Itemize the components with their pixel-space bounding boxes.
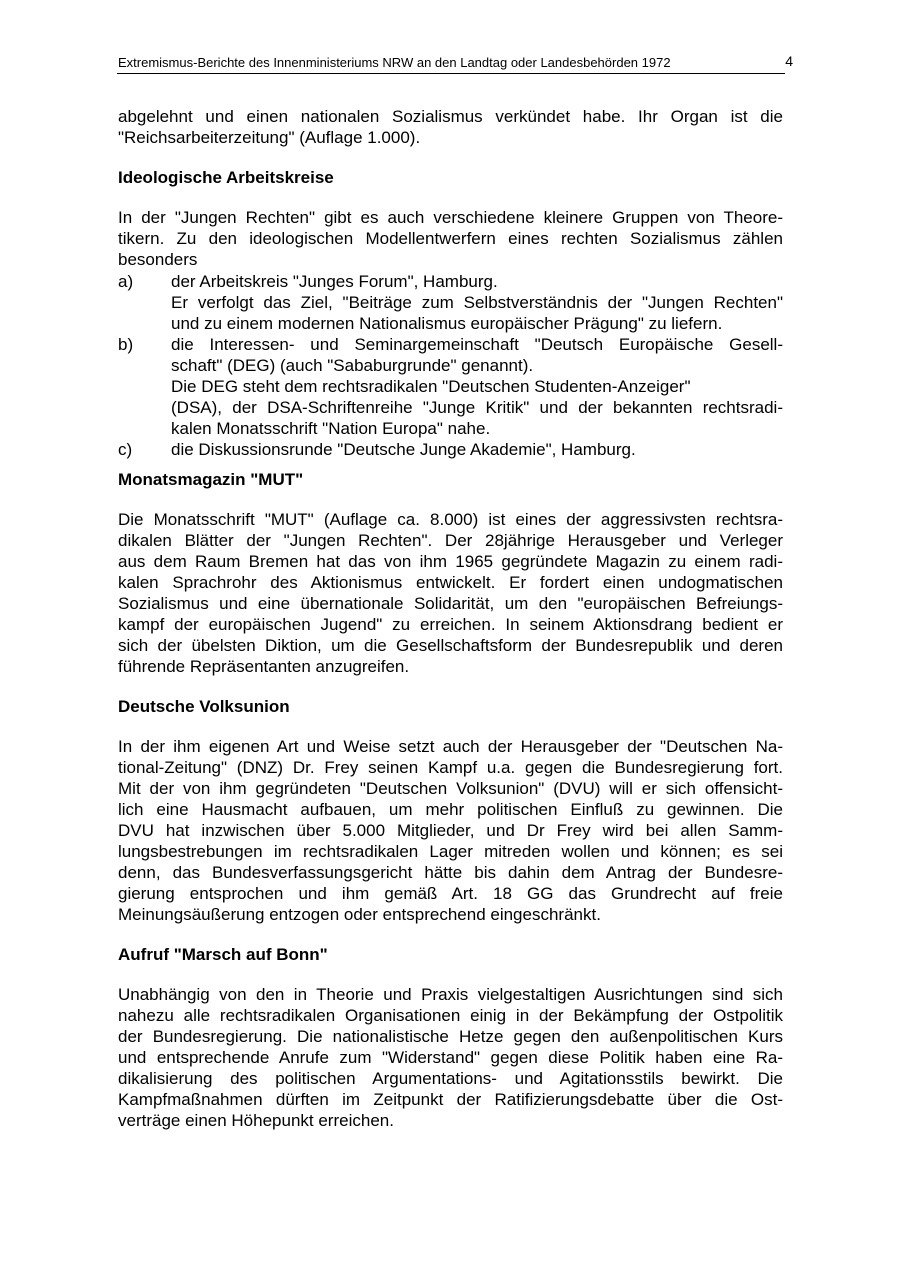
text-line: führende Repräsentanten anzugreifen. <box>118 657 410 676</box>
paragraph-mut <box>118 509 783 677</box>
group-list <box>118 271 783 460</box>
text-line: tikern. Zu den ideologischen Modellentwerfern eines rechten Sozialismus zählen <box>118 229 783 248</box>
text-line: kalen Monatsschrift "Nation Europa" nahe. <box>171 419 491 438</box>
text-line: gierung entsprochen und ihm gemäß Art. 18 GG das Grundrecht auf freie <box>118 884 783 903</box>
text-line: verträge einen Höhepunkt erreichen. <box>118 1111 394 1130</box>
text-line: Die Monatsschrift "MUT" (Auflage ca. 8.000) ist eines der aggressivsten rechtsra- <box>118 510 783 529</box>
paragraph-arbeitskreise <box>118 207 783 270</box>
list-marker: c) <box>118 440 133 459</box>
text-line: tional-Zeitung" (DNZ) Dr. Frey seinen Kampf u.a. gegen die Bundesregierung fort. <box>118 758 783 777</box>
text-line: schaft" (DEG) (auch "Sababurgrunde" genannt). <box>171 356 534 375</box>
text-line: besonders <box>118 250 198 269</box>
text-line: Die DEG steht dem rechtsradikalen "Deutschen Studenten-Anzeiger" <box>171 377 691 396</box>
text-line: Meinungsäußerung entzogen oder entsprechend eingeschränkt. <box>118 905 601 924</box>
text-line: Er verfolgt das Ziel, "Beiträge zum Selbstverständnis der "Jungen Rechten" <box>171 293 783 312</box>
text-line: "Reichsarbeiterzeitung" (Auflage 1.000). <box>118 128 421 147</box>
paragraph-dvu <box>118 736 783 925</box>
text-line: und entsprechende Anrufe zum "Widerstand" gegen diese Politik haben eine Ra- <box>118 1048 783 1067</box>
text-line: Unabhängig von den in Theorie und Praxis vielgestaltigen Ausrichtungen sind sich <box>118 985 783 1004</box>
text-line: der Arbeitskreis "Junges Forum", Hamburg. <box>171 272 498 291</box>
paragraph-marsch <box>118 984 783 1131</box>
text-line: abgelehnt und einen nationalen Sozialismus verkündet habe. Ihr Organ ist die <box>118 107 783 126</box>
text-line: kalen Sprachrohr des Aktionismus entwickelt. Er fordert einen undogmatischen <box>118 573 783 592</box>
page-header <box>117 53 793 74</box>
text-line: denn, das Bundesverfassungsgericht hätte bis dahin dem Antrag der Bundesre- <box>118 863 783 882</box>
page-number: 4 <box>785 53 793 69</box>
text-line: die Diskussionsrunde "Deutsche Junge Akademie", Hamburg. <box>171 440 636 459</box>
intro-paragraph <box>118 106 783 148</box>
text-line: die Interessen- und Seminargemeinschaft "Deutsch Europäische Gesell- <box>171 335 783 354</box>
text-line: In der "Jungen Rechten" gibt es auch verschiedene kleinere Gruppen von Theore- <box>118 208 783 227</box>
text-line: dikalisierung des politischen Argumentations- und Agitationsstils bewirkt. Die <box>118 1069 783 1088</box>
header-title: Extremismus-Berichte des Innenministeriums NRW an den Landtag oder Landesbehörden 1972 <box>118 55 671 70</box>
text-line: Mit der von ihm gegründeten "Deutschen Volksunion" (DVU) will er sich offensicht- <box>118 779 783 798</box>
document-body <box>118 106 783 1131</box>
heading-monatsmagazin-mut: Monatsmagazin "MUT" <box>118 470 304 489</box>
text-line: dikalen Blätter der "Jungen Rechten". Der 28jährige Herausgeber und Verleger <box>118 531 783 550</box>
list-marker: a) <box>118 272 134 291</box>
text-line: Kampfmaßnahmen dürften im Zeitpunkt der Ratifizierungsdebatte über die Ost- <box>118 1090 783 1109</box>
text-line: nahezu alle rechtsradikalen Organisationen einig in der Bekämpfung der Ostpolitik <box>118 1006 783 1025</box>
text-line: DVU hat inzwischen über 5.000 Mitglieder, und Dr Frey wird bei allen Samm- <box>118 821 783 840</box>
text-line: In der ihm eigenen Art und Weise setzt auch der Herausgeber der "Deutschen Na- <box>118 737 783 756</box>
text-line: kampf der europäischen Jugend" zu erreichen. In seinem Aktionsdrang bedient er <box>118 615 783 634</box>
text-line: und zu einem modernen Nationalismus europäischer Prägung" zu liefern. <box>171 314 723 333</box>
heading-aufruf-marsch-auf-bonn: Aufruf "Marsch auf Bonn" <box>118 945 328 964</box>
text-line: sich der übelsten Diktion, um die Gesellschaftsform der Bundesrepublik und deren <box>118 636 783 655</box>
heading-ideologische-arbeitskreise: Ideologische Arbeitskreise <box>118 168 334 187</box>
list-item-c <box>118 439 783 460</box>
text-line: der Bundesregierung. Die nationalistische Hetze gegen den außenpolitischen Kurs <box>118 1027 783 1046</box>
text-line: aus dem Raum Bremen hat das von ihm 1965 gegründete Magazin zu einem radi- <box>118 552 783 571</box>
text-line: (DSA), der DSA-Schriftenreihe "Junge Kritik" und der bekannten rechtsradi- <box>171 398 783 417</box>
list-marker: b) <box>118 335 134 354</box>
text-line: lich eine Hausmacht aufbauen, um mehr politischen Einfluß zu gewinnen. Die <box>118 800 783 819</box>
heading-deutsche-volksunion: Deutsche Volksunion <box>118 697 290 716</box>
text-line: lungsbestrebungen im rechtsradikalen Lager mitreden wollen und können; es sei <box>118 842 783 861</box>
text-line: Sozialismus und eine übernationale Solidarität, um den "europäischen Befreiungs- <box>118 594 783 613</box>
list-item-a <box>118 271 783 334</box>
list-item-b <box>118 334 783 439</box>
